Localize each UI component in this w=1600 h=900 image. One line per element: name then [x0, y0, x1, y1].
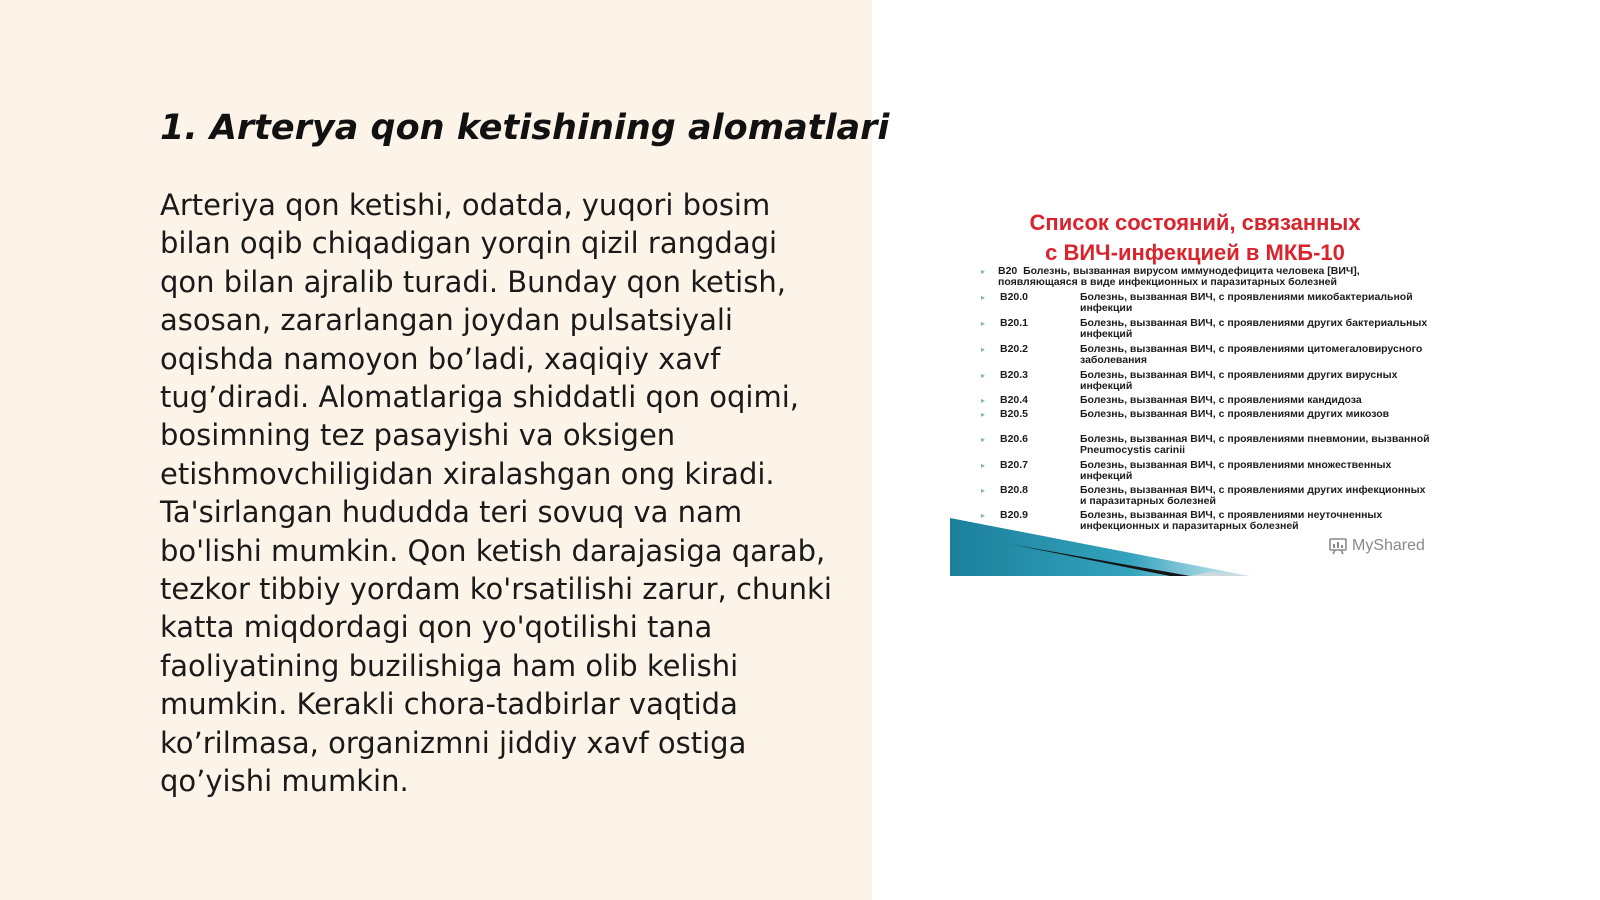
bullet-icon: ▸ — [981, 486, 986, 495]
item-code: B20.0 — [1000, 291, 1029, 303]
bullet-icon: ▸ — [981, 435, 986, 444]
item-code: B20.7 — [1000, 459, 1029, 471]
bullet-icon: ▸ — [981, 511, 986, 520]
watermark — [1328, 535, 1425, 557]
image-title-line-2: с ВИЧ-инфекцией в МКБ-10 — [1045, 240, 1345, 265]
item-text: Болезнь, вызванная ВИЧ, с проявлениями пневмонии, вызванной Pneumocystis carinii — [1080, 433, 1430, 456]
bullet-icon: ▸ — [981, 267, 986, 276]
list-item — [950, 266, 1440, 292]
item-code: B20.1 — [1000, 317, 1029, 329]
list-item — [950, 370, 1440, 396]
bullet-icon: ▸ — [981, 319, 986, 328]
bullet-icon: ▸ — [981, 410, 986, 419]
bullet-icon: ▸ — [981, 345, 986, 354]
bullet-icon: ▸ — [981, 396, 986, 405]
list-item — [950, 409, 1440, 435]
slide-heading: 1. Arterya qon ketishining alomatlari — [160, 108, 890, 148]
item-text: Болезнь, вызванная ВИЧ, с проявлениями множественных инфекций — [1080, 459, 1392, 482]
item-text: Болезнь, вызванная ВИЧ, с проявлениями кандидоза — [1080, 394, 1362, 406]
myshared-logo-icon — [1328, 536, 1348, 556]
item-code: B20.8 — [1000, 484, 1029, 496]
item-text: Болезнь, вызванная ВИЧ, с проявлениями других бактериальных инфекций — [1080, 317, 1428, 340]
item-code: B20.5 — [1000, 408, 1029, 420]
icd10-slide-image — [950, 196, 1440, 576]
watermark-label: MyShared — [1352, 537, 1425, 554]
item-code: B20 — [998, 265, 1018, 277]
item-text: Болезнь, вызванная ВИЧ, с проявлениями микобактериальной инфекции — [1080, 291, 1413, 314]
bullet-icon: ▸ — [981, 293, 986, 302]
slide-body-text: Arteriya qon ketishi, odatda, yuqori bosim bilan oqib chiqadigan yorqin qizil rangdagi qon bilan ajralib turadi. Bunday qon ketish, asosan, zararlangan joydan pulsatsiyali oqishda namoyon bo’ladi, xaqiqiy xavf tug’diradi. Alomatlariga shiddatli qon oqimi, bosimning tez pasayishi va oksigen etishmovchiligidan xiralashgan ong kiradi. Ta'sirlangan hududda teri sovuq va nam bo'lishi mumkin. Qon ketish darajasiga qarab, tezkor tibbiy yordam ko'rsatilishi zarur, chunki katta miqdordagi qon yo'qotilishi tana faoliyatining buzilishiga ham olib kelishi mumkin. Kerakli chora-tadbirlar vaqtida ko’rilmasa, organizmni jiddiy xavf ostiga qo’yishi mumkin. — [160, 188, 832, 799]
item-text: Болезнь, вызванная ВИЧ, с проявлениями других инфекционных и паразитарных болезней — [1080, 484, 1426, 507]
item-code: B20.9 — [1000, 509, 1029, 521]
item-text: Болезнь, вызванная ВИЧ, с проявлениями неуточненных инфекционных и паразитарных болезней — [1080, 509, 1383, 532]
item-code: B20.2 — [1000, 343, 1029, 355]
list-item — [950, 344, 1440, 370]
bullet-icon: ▸ — [981, 461, 986, 470]
list-item — [950, 434, 1440, 460]
item-code: B20.3 — [1000, 369, 1029, 381]
item-text: Болезнь, вызванная ВИЧ, с проявлениями других вирусных инфекций — [1080, 369, 1398, 392]
item-code: B20.6 — [1000, 433, 1029, 445]
image-title-line-1: Список состояний, связанных — [1029, 210, 1361, 235]
list-item — [950, 460, 1440, 486]
image-title — [950, 208, 1440, 268]
item-text: Болезнь, вызванная ВИЧ, с проявлениями цитомегаловирусного заболевания — [1080, 343, 1423, 366]
item-code: B20.4 — [1000, 394, 1029, 406]
item-text: Болезнь, вызванная вирусом иммунодефицита человека [ВИЧ], появляющаяся в виде инфекционных и паразитарных болезней — [998, 265, 1360, 288]
list-item — [950, 292, 1440, 318]
item-text: Болезнь, вызванная ВИЧ, с проявлениями других микозов — [1080, 408, 1390, 420]
list-item — [950, 318, 1440, 344]
bullet-icon: ▸ — [981, 371, 986, 380]
